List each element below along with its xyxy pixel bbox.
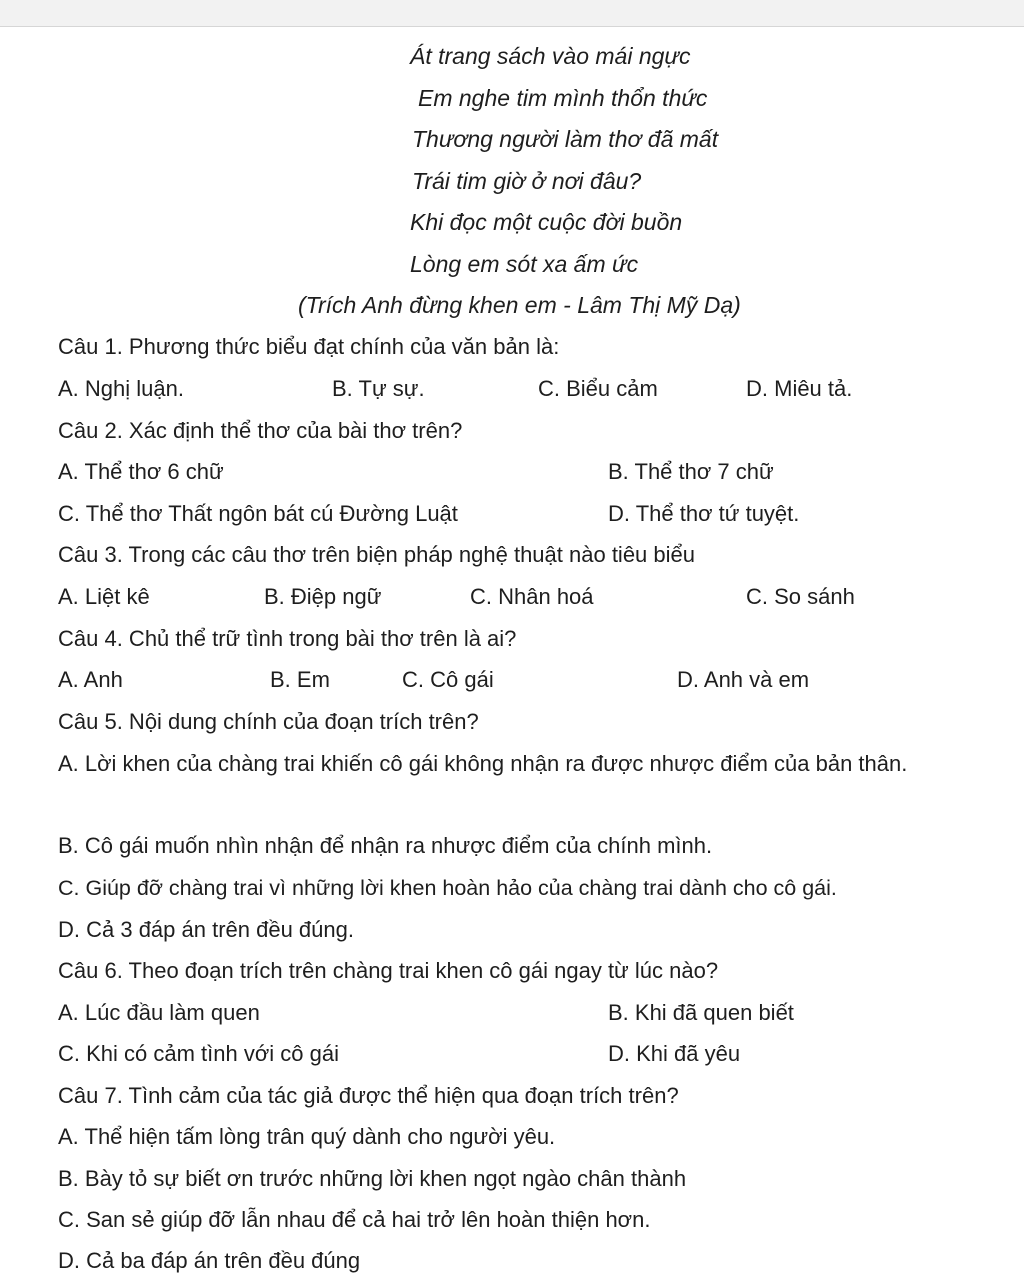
poem-line: Át trang sách vào mái ngực	[410, 43, 691, 69]
question-5: Câu 5. Nội dung chính của đoạn trích trên?	[58, 709, 479, 734]
question-4-option-b: B. Em	[270, 667, 330, 692]
poem-line: Khi đọc một cuộc đời buồn	[410, 209, 683, 235]
question-1: Câu 1. Phương thức biểu đạt chính của văn bản là:	[58, 334, 560, 359]
question-4: Câu 4. Chủ thể trữ tình trong bài thơ trên là ai?	[58, 626, 517, 651]
question-5-option-b: B. Cô gái muốn nhìn nhận để nhận ra nhược điểm của chính mình.	[58, 833, 713, 858]
question-3-option-d: C. So sánh	[746, 584, 855, 609]
question-1-option-a: A. Nghị luận.	[58, 376, 184, 401]
poem-line: Lòng em sót xa ấm ức	[410, 251, 639, 277]
question-6-option-d: D. Khi đã yêu	[608, 1041, 741, 1066]
question-3-option-a: A. Liệt kê	[58, 584, 150, 609]
question-6-option-b: B. Khi đã quen biết	[608, 1000, 794, 1025]
viewer-top-bar	[0, 0, 1024, 27]
question-3-option-c: C. Nhân hoá	[470, 584, 594, 609]
question-4-option-c: C. Cô gái	[402, 667, 494, 692]
question-1-option-d: D. Miêu tả.	[746, 376, 853, 401]
question-6: Câu 6. Theo đoạn trích trên chàng trai khen cô gái ngay từ lúc nào?	[58, 958, 719, 983]
question-2-option-b: B. Thể thơ 7 chữ	[608, 459, 774, 484]
question-7-option-c: C. San sẻ giúp đỡ lẫn nhau để cả hai trở lên hoàn thiện hơn.	[58, 1207, 651, 1232]
question-1-option-b: B. Tự sự.	[332, 376, 425, 401]
question-6-option-a: A. Lúc đầu làm quen	[58, 1000, 260, 1025]
question-2-option-d: D. Thể thơ tứ tuyệt.	[608, 501, 800, 526]
question-6-option-c: C. Khi có cảm tình với cô gái	[58, 1041, 339, 1066]
question-5-option-d: D. Cả 3 đáp án trên đều đúng.	[58, 917, 354, 942]
question-7-option-b: B. Bày tỏ sự biết ơn trước những lời khen ngọt ngào chân thành	[58, 1166, 687, 1191]
question-2-option-a: A. Thể thơ 6 chữ	[58, 459, 224, 484]
question-2: Câu 2. Xác định thể thơ của bài thơ trên?	[58, 418, 463, 443]
poem-line: Em nghe tim mình thổn thức	[418, 85, 708, 111]
question-7-option-d: D. Cả ba đáp án trên đều đúng	[58, 1248, 361, 1273]
question-5-option-a: A. Lời khen của chàng trai khiến cô gái không nhận ra được nhược điểm của bản thân.	[58, 751, 908, 776]
question-7-option-a: A. Thể hiện tấm lòng trân quý dành cho người yêu.	[58, 1124, 556, 1149]
poem-citation: (Trích Anh đừng khen em - Lâm Thị Mỹ Dạ)	[298, 292, 741, 318]
poem-line: Trái tim giờ ở nơi đâu?	[412, 168, 642, 194]
question-4-option-a: A. Anh	[58, 667, 123, 692]
question-1-option-c: C. Biểu cảm	[538, 376, 658, 401]
question-3: Câu 3. Trong các câu thơ trên biện pháp nghệ thuật nào tiêu biểu	[58, 542, 695, 567]
question-7: Câu 7. Tình cảm của tác giả được thể hiện qua đoạn trích trên?	[58, 1083, 679, 1108]
poem-line: Thương người làm thơ đã mất	[412, 126, 719, 152]
question-2-option-c: C. Thể thơ Thất ngôn bát cú Đường Luật	[58, 501, 458, 526]
question-5-option-c: C. Giúp đỡ chàng trai vì những lời khen hoàn hảo của chàng trai dành cho cô gái.	[58, 876, 837, 900]
question-4-option-d: D. Anh và em	[677, 667, 810, 692]
question-3-option-b: B. Điệp ngữ	[264, 584, 382, 609]
